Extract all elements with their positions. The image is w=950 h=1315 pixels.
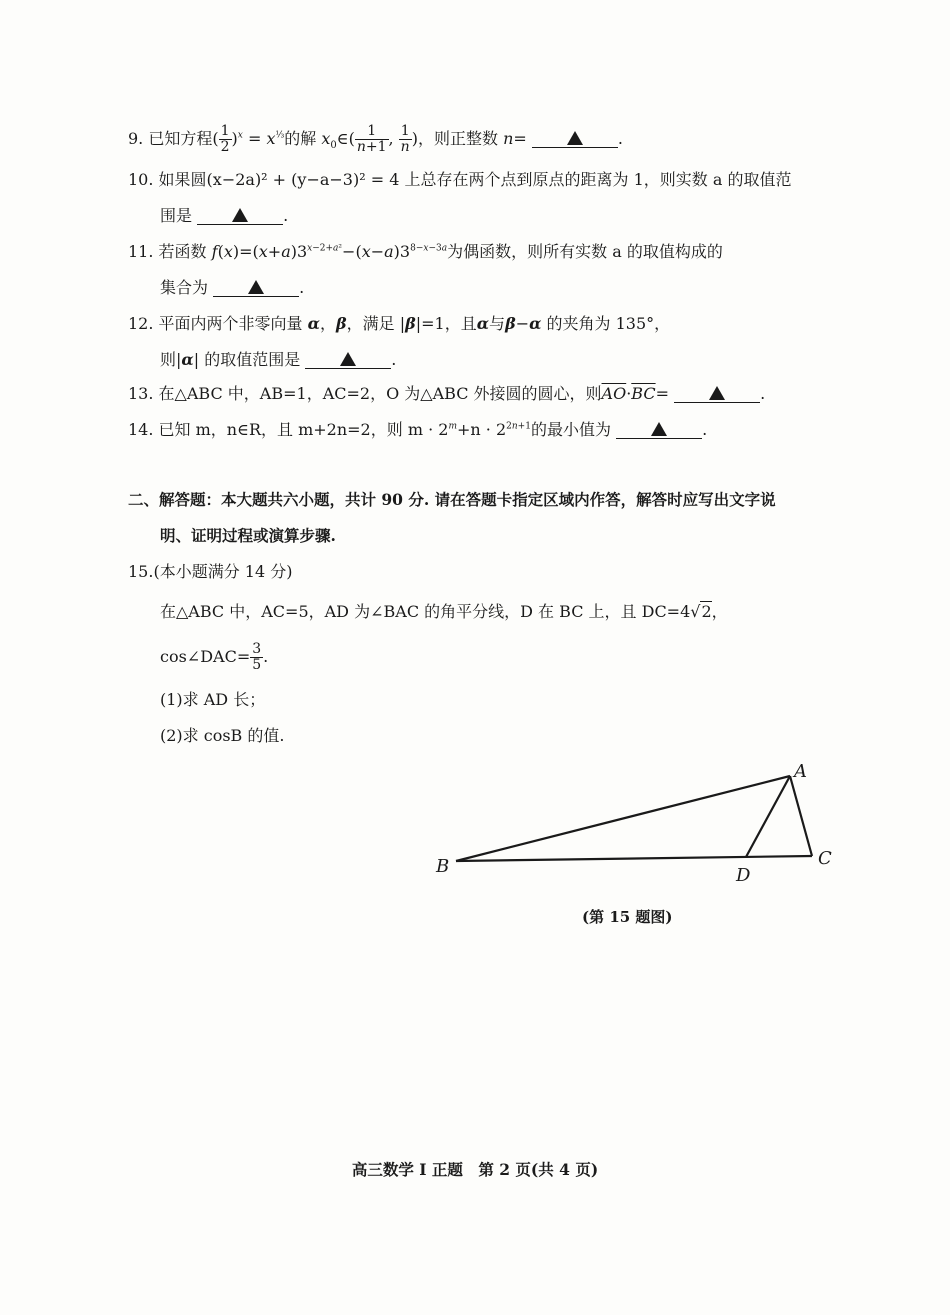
question-9: 9. 已知方程( $\frac{1}{2}$ )$^x = x^{\frac{1}{3}}$的解 $x_0\in$( $\frac{1}{n+1}$ , $\frac{1}{n}$ )，则正整数 n= .	[128, 123, 623, 155]
section-2-heading: 二、解答题：本大题共六小题，共计 90 分. 请在答题卡指定区域内作答，解答时应写出文字说	[128, 490, 776, 509]
q15-part2: (2)求 cosB 的值.	[160, 726, 285, 745]
segment-AD	[746, 776, 790, 857]
q10-line1: 如果圆(x−2a)² + (y−a−3)² = 4 上总存在两个点到原点的距离为 1，则实数 a 的取值范	[158, 170, 792, 189]
question-11-line2: 集合为 .	[160, 278, 305, 297]
q11-line2: 集合为	[160, 278, 209, 297]
question-12-line2: 则|α| 的取值范围是 .	[160, 350, 397, 369]
q9-var: n=	[503, 129, 527, 148]
segment-BC	[456, 856, 812, 861]
label-D: D	[736, 865, 751, 886]
q10-line2: 围是	[160, 206, 193, 225]
question-12: 12. 平面内两个非零向量 α，β，满足 |β|=1，且α与β−α 的夹角为 135°，	[128, 314, 671, 333]
question-10-line2: 围是 .	[160, 206, 289, 225]
q15-line1: 在△ABC 中，AC=5，AD 为∠BAC 的角平分线，D 在 BC 上，且 DC=4√2，	[160, 602, 728, 621]
q15-part1: (1)求 AD 长；	[160, 690, 266, 709]
q13-number: 13.	[128, 384, 154, 403]
q9-text: 已知方程	[148, 129, 213, 148]
q15-cos: cos∠DAC= $\frac{3}{5}$ .	[160, 641, 269, 673]
segment-AC	[790, 776, 812, 856]
figure-caption: (第 15 题图)	[582, 908, 673, 926]
label-A: A	[794, 761, 807, 782]
segment-BA	[456, 776, 790, 861]
q11-mid: 为偶函数，则所有实数 a 的取值构成的	[447, 242, 723, 261]
q9-text-2: 的解	[284, 129, 317, 148]
label-B: B	[436, 856, 450, 877]
q12-number: 12.	[128, 314, 154, 333]
question-13: 13. 在△ABC 中，AB=1，AC=2，O 为△ABC 外接圆的圆心，则$\overline{AO}\cdot\overline{BC}=$ .	[128, 384, 766, 403]
page-footer: 高三数学 I 正题 第 2 页(共 4 页)	[351, 1160, 599, 1179]
q11-function: $f(x)=(x+a)3^{x-2+a^2}-(x-a)3^{8-x-3a}$	[211, 242, 448, 261]
q9-equation: ( $\frac{1}{2}$ )$^x = x^{\frac{1}{3}}$	[212, 123, 285, 155]
label-C: C	[818, 848, 832, 869]
q14-number: 14.	[128, 420, 154, 439]
q11-pre: 若函数	[158, 242, 207, 261]
q13-text: 在△ABC 中，AB=1，AC=2，O 为△ABC 外接圆的圆心，则	[158, 384, 602, 403]
q10-number: 10.	[128, 170, 154, 189]
q9-text-3: ，则正整数	[417, 129, 498, 148]
q9-number: 9.	[128, 129, 144, 148]
q11-number: 11.	[128, 242, 154, 261]
q14-text: 已知 m，n∈R，且 m+2n=2，则 m · 2	[158, 420, 449, 439]
q15-header: 15.(本小题满分 14 分)	[128, 562, 293, 581]
question-14: 14. 已知 m，n∈R，且 m+2n=2，则 $m \cdot 2^m+n \cdot 2^{2n+1}$的最小值为 .	[128, 420, 708, 439]
section-2-heading-line2: 明、证明过程或演算步骤.	[160, 526, 336, 545]
